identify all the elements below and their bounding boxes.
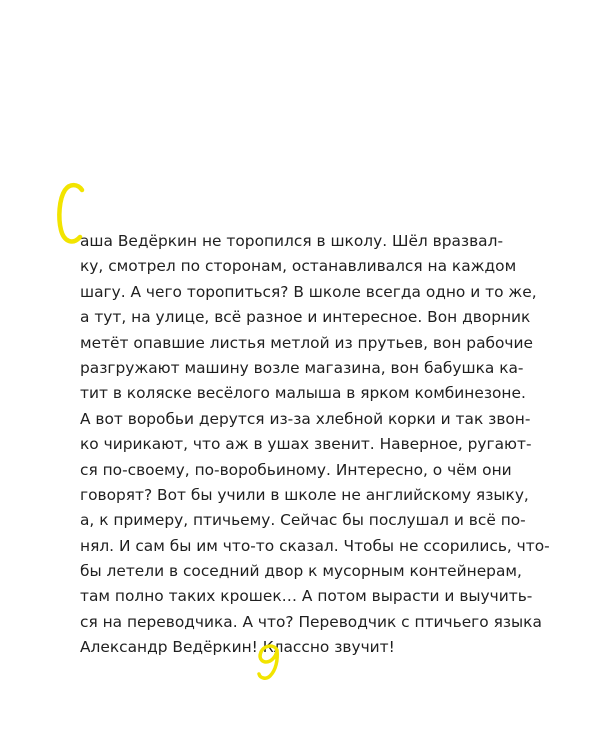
text-line-6: разгружают машину возле магазина, вон бабушка ка- (80, 358, 524, 377)
text-line-15: там полно таких крошек… А потом вырасти и выучить- (80, 587, 533, 606)
text-line-1: аша Ведёркин не торопился в школу. Шёл вразвал- (80, 232, 503, 250)
text-line-12: а, к примеру, птичьему. Сейчас бы послушал и всё по- (80, 511, 526, 530)
text-line-13: нял. И сам бы им что-то сказал. Чтобы не ссорились, что- (80, 536, 550, 555)
page-number-glyph (250, 640, 290, 680)
page-number (250, 640, 290, 680)
page-number-label: 9 (270, 662, 271, 663)
text-line-10: ся по-своему, по-воробьиному. Интересно, о чём они (80, 460, 512, 479)
text-line-4: а тут, на улице, всё разное и интересное. Вон дворник (80, 308, 531, 327)
text-line-16: ся на переводчика. А что? Переводчик с птичьего языка (80, 612, 542, 631)
story-paragraph (80, 229, 550, 661)
text-line-5: метёт опавшие листья метлой из прутьев, вон рабочие (80, 333, 533, 352)
text-line-7: тит в коляске весёлого малыша в ярком комбинезоне. (80, 384, 526, 403)
text-line-14: бы летели в соседний двор к мусорным контейнерам, (80, 562, 522, 581)
drop-cap-letter: С (71, 222, 72, 223)
text-line-9: ко чирикают, что аж в ушах звенит. Наверное, ругают- (80, 435, 532, 454)
text-line-2: ку, смотрел по сторонам, останавливался на каждом (80, 257, 517, 276)
text-line-3: шагу. А чего торопиться? В школе всегда одно и то же, (80, 282, 537, 301)
text-line-8: А вот воробьи дерутся из-за хлебной корки и так звон- (80, 409, 531, 428)
text-line-17: Александр Ведёркин! Классно звучит! (80, 638, 395, 657)
text-line-11: говорят? Вот бы учили в школе не английскому языку, (80, 485, 529, 504)
